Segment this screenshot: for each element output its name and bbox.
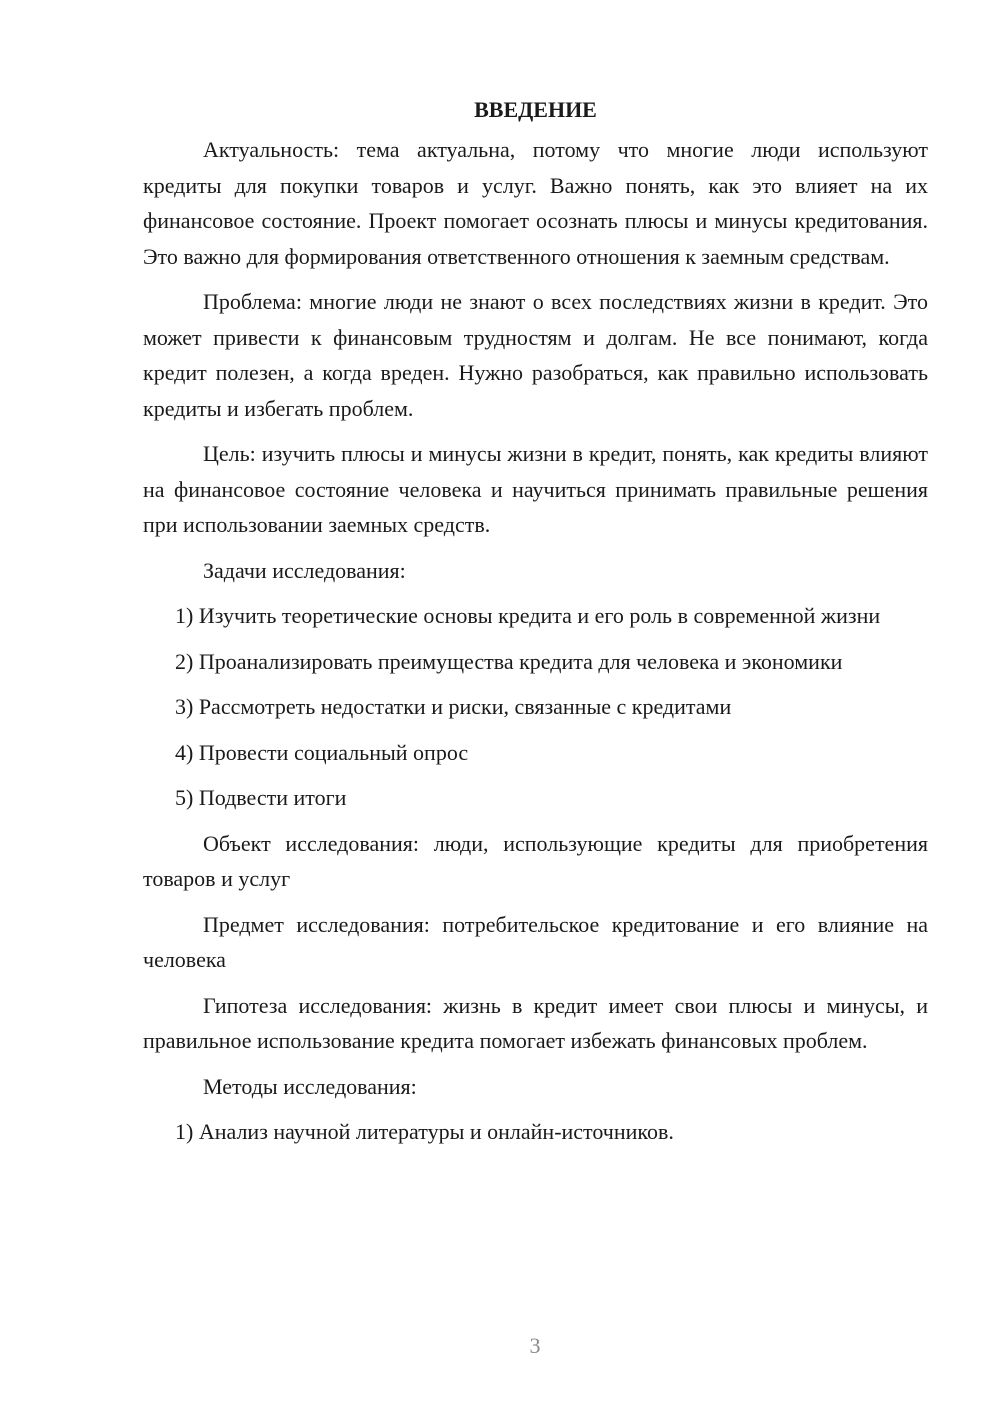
tasks-title: Задачи исследования: [203,557,406,583]
page-content [143,92,928,1160]
task-item: 1) Изучить теоретические основы кредита и его роль в современной жизни [175,603,881,628]
section-heading: ВВЕДЕНИЕ [474,97,597,122]
goal-paragraph: Цель: изучить плюсы и минусы жизни в кредит, понять, как кредиты влияют на финансовое состояние человека и научиться принимать правильные решения при использовании заемных средств. [143,441,928,537]
task-item: 3) Рассмотреть недостатки и риски, связанные с кредитами [175,694,732,719]
task-item: 4) Провести социальный опрос [175,739,469,765]
problem-paragraph: Проблема: многие люди не знают о всех последствиях жизни в кредит. Это может привести к финансовым трудностям и долгам. Не все понимают, когда кредит полезен, а когда вреден. Нужно разобраться, как правильно использовать кредиты и избегать проблем. [143,289,928,421]
relevance-paragraph: Актуальность: тема актуальна, потому что многие люди используют кредиты для покупки товаров и услуг. Важно понять, как это влияет на их финансовое состояние. Проект помогает осознать плюсы и минусы кредитования. Это важно для формирования ответственного отношения к заемным средствам. [143,137,928,269]
object-paragraph: Объект исследования: люди, использующие кредиты для приобретения товаров и услуг [143,830,928,891]
methods-title: Методы исследования: [203,1073,417,1099]
method-item: 1) Анализ научной литературы и онлайн-источников. [175,1119,674,1144]
task-item: 5) Подвести итоги [175,785,347,810]
hypothesis-paragraph: Гипотеза исследования: жизнь в кредит имеет свои плюсы и минусы, и правильное использование кредита помогает избежать финансовых проблем. [143,992,928,1053]
task-item: 2) Проанализировать преимущества кредита для человека и экономики [175,648,843,674]
page-number: 3 [529,1333,541,1358]
subject-paragraph: Предмет исследования: потребительское кредитование и его влияние на человека [143,911,928,972]
